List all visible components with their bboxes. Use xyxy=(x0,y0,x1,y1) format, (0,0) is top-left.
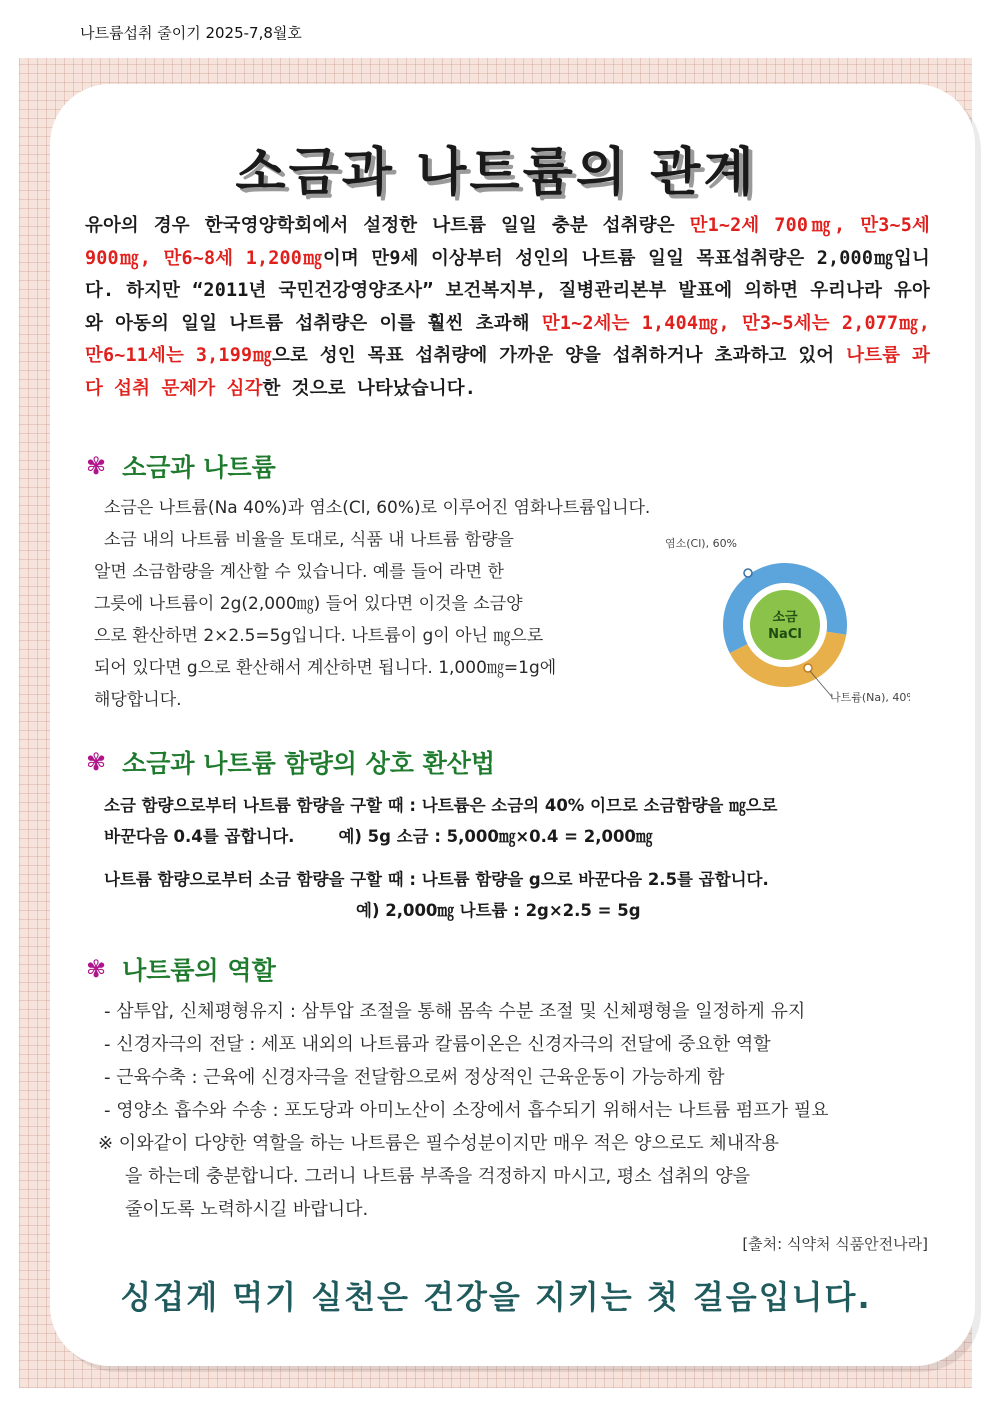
intro-text-4: 한 것으로 나타났습니다. xyxy=(262,377,477,399)
sodium-marker xyxy=(804,664,812,672)
explanation-line: 소금 내의 나트륨 비율을 토대로, 식품 내 나트륨 함량을 xyxy=(104,530,514,550)
explanation-line: 그릇에 나트륨이 2g(2,000㎎) 들어 있다면 이것을 소금양 xyxy=(94,594,523,614)
conversion-instruction: 바꾼다음 0.4를 곱합니다. xyxy=(104,827,295,846)
chlorine-marker xyxy=(744,569,752,577)
page-title: 소금과 나트륨의 관계 xyxy=(235,143,757,203)
intro-highlight-1: 만1~2세 700㎎, 만3~5세 900㎎, 만6~8세 1,200㎎ xyxy=(85,215,931,269)
salt-donut-chart xyxy=(660,525,910,715)
salt-explanation-paragraph xyxy=(94,524,664,716)
conversion-line: 소금 함량으로부터 나트륨 함량을 구할 때 : 나트륨은 소금의 40% 이므로 소금함량을 ㎎으로 xyxy=(104,796,778,815)
center-label-nacl: NaCl xyxy=(768,627,802,642)
conversion-line: 나트륨 함량으로부터 소금 함량을 구할 때 : 나트륨 함량을 g으로 바꾼다음 2.5를 곱합니다. xyxy=(104,870,769,889)
clover-icon: ✾ xyxy=(86,452,107,480)
note-line: 을 하는데 충분합니다. 그러니 나트륨 부족을 걱정하지 마시고, 평소 섭취의 양을 xyxy=(125,1166,751,1187)
section-heading-salt-sodium xyxy=(86,448,276,484)
section-heading-text: 소금과 나트륨 xyxy=(122,453,276,482)
conversion-example: 예) 5g 소금 : 5,000㎎×0.4 = 2,000㎎ xyxy=(338,827,653,846)
sodium-label: 나트륨(Na), 40% xyxy=(830,691,910,704)
closing-slogan: 싱겁게 먹기 실천은 건강을 지키는 첫 걸음입니다. xyxy=(120,1278,872,1316)
intro-highlight-2: 만1~2세는 1,404㎎, 만3~5세는 2,077㎎, 만6~11세는 3,199㎎ xyxy=(85,312,930,366)
conversion-salt-to-sodium xyxy=(104,790,777,852)
intro-text-1: 유아의 경우 한국영양학회에서 설정한 나트륨 일일 충분 섭취량은 xyxy=(85,215,690,236)
clover-icon: ✾ xyxy=(86,748,107,776)
note-line: 줄이도록 노력하시길 바랍니다. xyxy=(125,1199,369,1220)
section-heading-text: 나트륨의 역할 xyxy=(122,956,276,985)
section-heading-roles xyxy=(86,951,276,987)
center-label-salt: 소금 xyxy=(772,610,798,625)
chlorine-label: 염소(Cl), 60% xyxy=(665,537,738,550)
sodium-roles-list xyxy=(98,995,938,1226)
section-heading-text: 소금과 나트륨 함량의 상호 환산법 xyxy=(122,749,496,778)
intro-text-3: 으로 성인 목표 섭취량에 가까운 양을 섭취하거나 초과하고 있어 xyxy=(272,345,847,366)
intro-highlight-3: 나트륨 과다 섭취 문제가 심각 xyxy=(85,345,930,399)
conversion-sodium-to-salt xyxy=(104,864,769,926)
explanation-line: 으로 환산하면 2×2.5=5g입니다. 나트륨이 g이 아닌 ㎎으로 xyxy=(94,626,544,646)
salt-composition-diagram xyxy=(660,525,910,715)
conversion-line xyxy=(104,821,777,852)
role-item: - 영양소 흡수와 수송 : 포도당과 아미노산이 소장에서 흡수되기 위해서는 나트륨 펌프가 필요 xyxy=(104,1100,829,1121)
role-item: - 신경자극의 전달 : 세포 내외의 나트륨과 칼륨이온은 신경자극의 전달에 중요한 역할 xyxy=(104,1034,771,1055)
role-item: - 삼투압, 신체평형유지 : 삼투압 조절을 통해 몸속 수분 조절 및 신체평형을 일정하게 유지 xyxy=(104,1001,806,1022)
salt-center-circle xyxy=(749,589,821,661)
note-line: ※ 이와같이 다양한 역할을 하는 나트륨은 필수성분이지만 매우 적은 양으로도 체내작용 xyxy=(98,1133,779,1154)
section-heading-conversion xyxy=(86,744,495,780)
explanation-line: 되어 있다면 g으로 환산해서 계산하면 됩니다. 1,000㎎=1g에 xyxy=(94,658,557,678)
intro-paragraph xyxy=(85,210,930,405)
newsletter-header: 나트륨섭취 줄이기 2025-7,8월호 xyxy=(80,24,302,42)
conversion-example: 예) 2,000㎎ 나트륨 : 2g×2.5 = 5g xyxy=(356,901,641,920)
role-item: - 근육수축 : 근육에 신경자극을 전달함으로써 정상적인 근육운동이 가능하게 함 xyxy=(104,1067,725,1088)
explanation-line: 알면 소금함량을 계산할 수 있습니다. 예를 들어 라면 한 xyxy=(94,562,504,582)
clover-icon: ✾ xyxy=(86,955,107,983)
salt-composition-text: 소금은 나트륨(Na 40%)과 염소(Cl, 60%)로 이루어진 염화나트륨입니다. xyxy=(104,498,651,518)
intro-text-2: 이며 만9세 이상부터 성인의 나트륨 일일 목표섭취량은 2,000㎎입니다. 하지만 “2011년 국민건강영양조사” 보건복지부, 질병관리본부 발표에 의하면 우리나라 유아와 아동의 일일 나트륨 섭취량은 이를 훨씬 초과해 xyxy=(85,247,930,334)
explanation-line: 해당합니다. xyxy=(94,690,182,710)
source-citation: [출처: 식약처 식품안전나라] xyxy=(742,1235,928,1253)
